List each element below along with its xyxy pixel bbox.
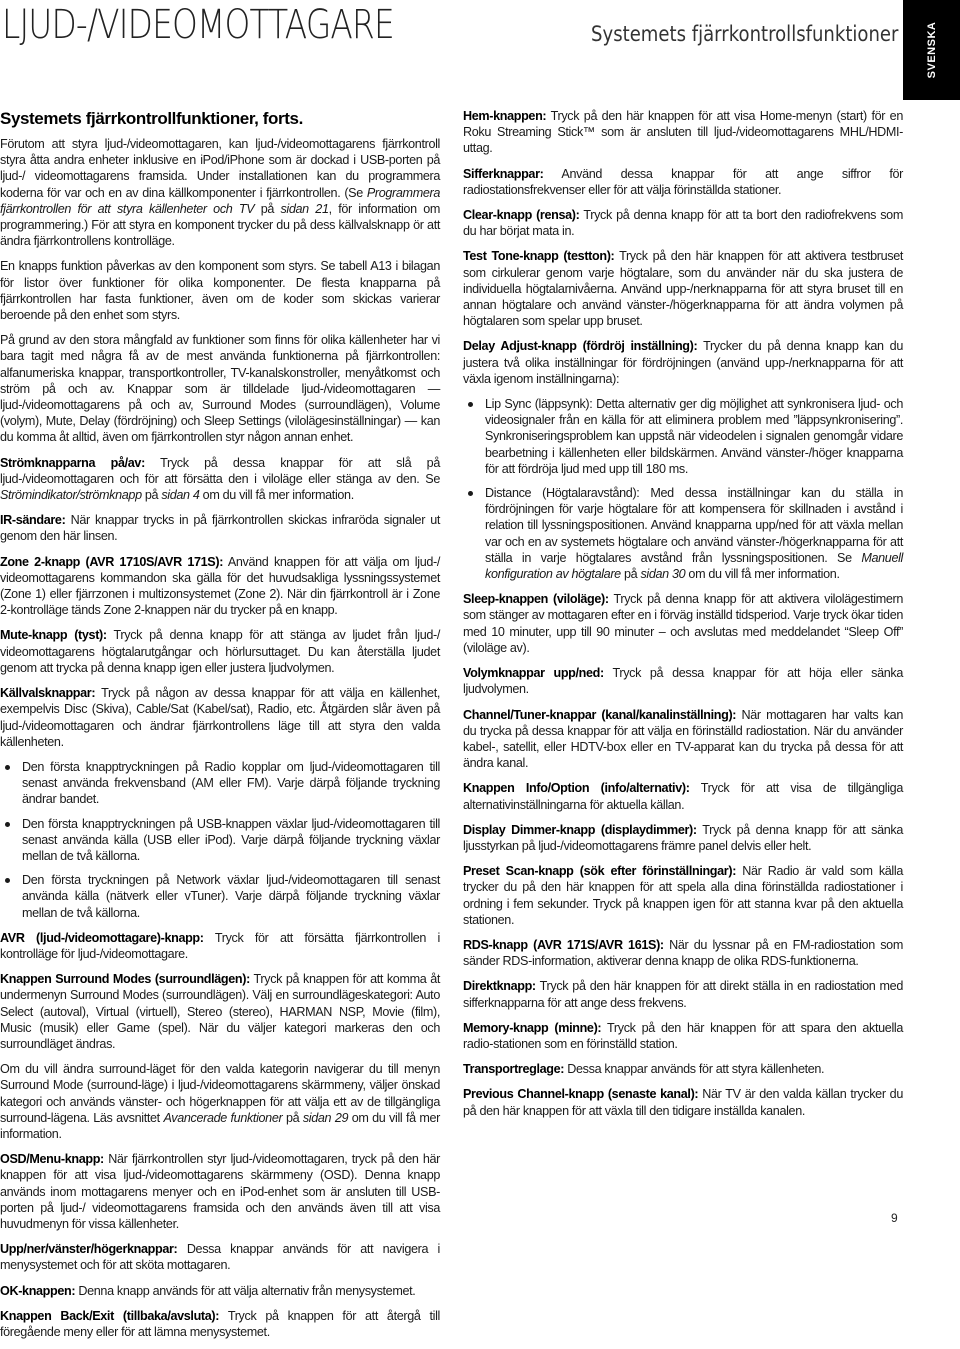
sleep-button-item: Sleep-knappen (viloläge): Tryck på denna knapp för att aktivera vilolägestimern som stänger av mottagaren efter en i förväg inställd tidsperiod. Varje tryck ökar tiden med 10 minuter, upp till 90 minuter – och avslutas med meddelandet “Sleep Off” (viloläge av).	[463, 592, 903, 655]
display-dimmer-item: Display Dimmer-knapp (displaydimmer): Tryck på denna knapp för att sänka ljusstyrkan på ljud-/videomottagarens främre panel delvis eller helt.	[463, 822, 903, 853]
list-item: Lip Sync (läppsynk): Detta alternativ ger dig möjlighet att synkronisera ljud- och videosignaler från en källa för att eliminera problem med ”läppsynkronisering”. Synkroniseringsproblem kan uppstå när videodelen i signalen genomgår vidare bearbetning i källenheten eller bildskärmen. Använd vänster-/höger knapparna för att fördröja ljud med upp till 180 ms.	[485, 397, 903, 476]
channel-buttons-item: Channel/Tuner-knappar (kanal/kanalinställning): När mottagaren har valts kan du trycka på dessa knappar för att välja en förinställd radiostation. När du använder kabel-, satellit, eller HDTV-box eller en TV-apparat kan du trycka på dessa för att ändra kanal.	[463, 707, 903, 771]
info-option-item: Knappen Info/Option (info/alternativ): Tryck för att visa de tillgängliga alternativinställningarna för aktuella källan.	[463, 781, 903, 812]
surround-modes-detail: Om du vill ändra surround-läget för den valda kategorin navigerar du till menyn Surround Mode (surround-läge) i ljud-/videomottagarens skärmmeny, väljer önskad kategori och används vänster- och högerknappen för att välja ett av de tillgängliga surround-lägena. Läs avsnittet Avancerade funktioner på sidan 29 om du vill få mer information.	[0, 1062, 440, 1141]
clear-button-item: Clear-knapp (rensa): Tryck på denna knapp för att ta bort den radiofrekvens som du har börjat mata in.	[463, 208, 903, 239]
language-tab	[903, 0, 960, 100]
navigation-buttons-item: Upp/ner/vänster/högerknappar: Dessa knappar används för att navigera i menysystemet och för att sköta mottagaren.	[0, 1242, 440, 1273]
avr-button-item: AVR (ljud-/videomottagare)-knapp: Tryck för att försätta fjärrkontrollen i kontrolläge för ljud-/videomottagare.	[0, 930, 440, 961]
section-title: Systemets fjärrkontrollsfunktioner	[590, 22, 898, 46]
zone2-button-item: Zone 2-knapp (AVR 1710S/AVR 171S): Använd knappen för att välja om ljud-/ videomottagarens kommandon ska gälla för det huvudsakliga lyssningssystemet (Zone 1) eller fjärrzonen i multizonsystemet (Zone 2). När din fjärrkontroll är i Zone 2-kontrolläge tänds Zone 2-knappen när du trycker på en knapp.	[0, 554, 440, 618]
volume-buttons-item: Volymknappar upp/ned: Tryck på dessa knappar för att höja eller sänka ljudvolymen.	[463, 666, 903, 697]
right-column	[463, 108, 903, 1128]
list-item: Den första knapptryckningen på Radio kopplar om ljud-/videomottagaren till senast använda frekvensband (AM eller FM). Varje därpå följande tryckning ändrar bandet.	[22, 759, 440, 807]
memory-button-item: Memory-knapp (minne): Tryck på den här knappen för att spara den aktuella radio-stationen som en förinställd station.	[463, 1020, 903, 1051]
list-item: Den första tryckningen på Network växlar ljud-/videomottagaren till senast använda källa (nätverk eller vTuner). Varje därpå följande tryckning växlar mellan de två källorna.	[22, 873, 440, 920]
back-exit-item: Knappen Back/Exit (tillbaka/avsluta): Tryck på knappen för att återgå till föregående meny eller för att lämna menysystemet.	[0, 1308, 440, 1339]
page-number: 9	[891, 1211, 898, 1225]
numeric-buttons-item: Sifferknappar: Använd dessa knappar för att ange siffror för radiostationsfrekvenser eller för att välja förinställda stationer.	[463, 166, 903, 197]
list-item: Den första knapptryckningen på USB-knappen växlar ljud-/videomottagaren till senast använda källa (USB eller iPod). Varje därpå följande tryckning växlar mellan de två källorna.	[22, 816, 440, 863]
osd-menu-item: OSD/Menu-knapp: När fjärrkontrollen styr ljud-/videomottagaren, tryck på den här knappen för att visa ljud-/videomottagarens skärmmeny (OSD). Denna knapp används inom mottagarens menyer och en iPod-enhet som är ansluten till USB-porten på ljud-/ videomottagarens framsida och den används även till att visa huvudmenyn för vissa källenheter.	[0, 1152, 440, 1231]
delay-adjust-item: Delay Adjust-knapp (fördröj inställning): Trycker du på denna knapp kan du justera två olika inställningar för fördröjningen (använd upp-/nerknapparna för att växla igenom inställningarna):	[463, 339, 903, 386]
mute-button-item: Mute-knapp (tyst): Tryck på denna knapp för att stänga av ljudet från ljud-/ videomottagarens högtalarutgångar och hörlursuttaget. Du kan återställa ljudet genom att trycka på denna knapp igen eller justera ljudvolymen.	[0, 628, 441, 675]
test-tone-item: Test Tone-knapp (testton): Tryck på den här knappen för att aktivera testbruset som cirkulerar genom varje högtalare, som du använder när du ska justera de individuella högtalarnivåerna. Använd upp-/nerknapparna för att styra bruset till en annan högtalare och använd vänster-/högerknapparna för att ändra volymen på högtalaren som spelar upp bruset.	[463, 249, 903, 329]
ir-transmitter-item: IR-sändare: När knappar trycks in på fjärrkontrollen skickas infraröda signaler ut genom den här linsen.	[0, 513, 440, 544]
source-buttons-item: Källvalsknappar: Tryck på någon av dessa knappar för att välja en källenhet, exempelvis Disc (Skiva), Cable/Sat (Kabel/sat), Radio, etc. Åtgärden slår även på ljud-/videomottagaren och ändrar fjärrkontrollens läge till att styra den valda källenheten.	[0, 686, 440, 749]
source-bullet-list	[0, 759, 440, 921]
page-title: LJUD-/VIDEOMOTTAGARE	[2, 2, 394, 48]
functions-paragraph: En knapps funktion påverkas av den komponent som styrs. Se tabell A13 i bilagan för listor över funktioner för olika komponenter. De flesta knapparna på fjärrkontrollen har fasta funktioner, även om de koder som skickas varierar beroende på den enhet som styrs.	[0, 259, 440, 323]
rds-button-item: RDS-knapp (AVR 171S/AVR 161S): När du lyssnar på en FM-radiostation som sänder RDS-information, aktiverar denna knapp de olika RDS-funktionerna.	[463, 937, 903, 969]
delay-bullet-list	[463, 396, 903, 582]
list-item: Distance (Högtalaravstånd): Med dessa inställningar kan du ställa in fördröjningen för varje högtalare för att kompensera för skillnaden i avstånd i relation till lyssningspositionen. Använd knapparna upp/ned för att växla mellan var och en av systemets högtalare och använd vänster-/högerknapparna för att ställa in varje högtalares avstånd från lyssningspositionen. Se Manuell konfiguration av högtalare på sidan 30 om du vill få mer information.	[485, 486, 903, 582]
page-header	[0, 0, 960, 60]
language-tab-label: SVENSKA	[925, 21, 938, 79]
intro-paragraph: Förutom att styra ljud-/videomottagaren, kan ljud-/videomottagarens fjärrkontroll styra åtta andra enheter inklusive en iPod/iPhone som är dockad i USB-porten på ljud-/ videomottagarens framsida. Under installationen kan du programmera koderna för var och en av dina källkomponenter i fjärrkontrollen. (Se Programmera fjärrkontrollen för att styra källenheter och TV på sidan 21, för information om programmering.) För att styra en komponent trycker du på dess källvalsknapp ör att ändra fjärrkontrollens kontrolläge.	[0, 137, 440, 249]
previous-channel-item: Previous Channel-knapp (senaste kanal): När TV är den valda källan trycker du på den här knappen för att växla till den tidigare inställda kanalen.	[463, 1087, 903, 1118]
surround-modes-item: Knappen Surround Modes (surroundlägen): Tryck på knappen för att komma åt undermenyn Surround Modes (surroundlägen). Välj en surroundlägeskategori: Auto Select (autoval), Virtual (virtuell), Stereo (stereo), HARMAN NSP, Movie (film), Music (musik) eller Game (spel). När du väljer kategori markeras den och surroundläget ändras.	[0, 972, 441, 1051]
home-button-item: Hem-knappen: Tryck på den här knappen för att visa Home-menyn (start) för en Roku Streaming Stick™ som är ansluten till ljud-/videomottagarens MHL/HDMI-uttag.	[463, 109, 903, 156]
transport-controls-item: Transportreglage: Dessa knappar används för att styra källenheten.	[463, 1062, 825, 1077]
column-heading: Systemets fjärrkontrollfunktioner, forts.	[0, 109, 303, 128]
left-column	[0, 108, 440, 1349]
assigned-buttons-paragraph: På grund av den stora mångfald av funktioner som finns för olika källenheter har vi bara tagit med några få av de mest använda funktionerna på fjärrkontrollen: alfanumeriska knappar, transportkontroller, TV-kanalskonstroller, menyåtkomst och ström på och av. Knappar som är tilldelade ljud-/videomottagaren — ljud-/videomottagarens på och av, Surround Modes (surroundlägen), Volume (volym), Mute, Delay (fördröjning) och Sleep Settings (vilolägesinställningar) — kan du komma åt alltid, även om fjärrkontrollen styr någon annan enhet.	[0, 333, 440, 445]
power-buttons-item: Strömknapparna på/av: Tryck på dessa knappar för att slå på ljud-/videomottagaren och för att försätta den i viloläge eller stänga av den. Se Strömindikator/strömknapp på sidan 4 om du vill få mer information.	[0, 455, 440, 503]
preset-scan-item: Preset Scan-knapp (sök efter förinställningar): När Radio är vald som källa trycker du på den här knappen för att spela alla dina förinställda radiostationer i ordning i fem sekunder. Tryck på knappen igen för att stanna kvar på den aktuella stationen.	[463, 864, 903, 927]
direct-button-item: Direktknapp: Tryck på den här knappen för att direkt ställa in en radiostation med sifferknapparna för att ange dess frekvens.	[463, 979, 903, 1010]
ok-button-item: OK-knappen: Denna knapp används för att välja alternativ från menysystemet.	[0, 1283, 416, 1298]
